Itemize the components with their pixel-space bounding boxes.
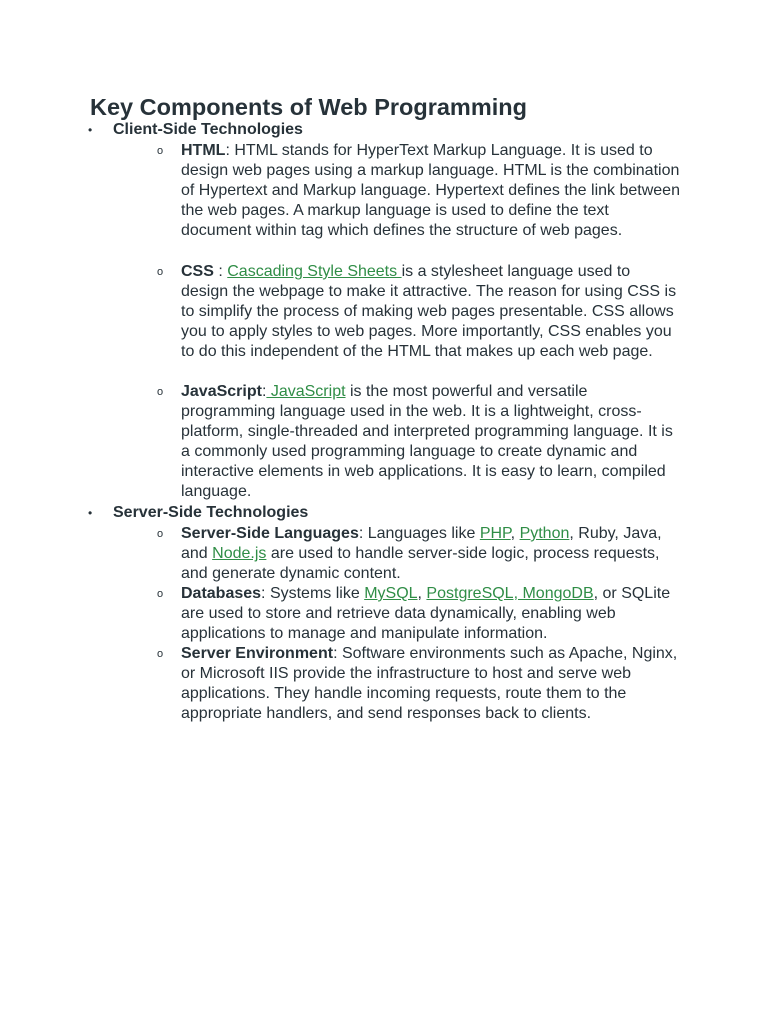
sub-bullet-marker: o xyxy=(157,588,164,600)
item-text xyxy=(181,382,681,503)
link-postgresql-mongodb[interactable]: PostgreSQL, MongoDB xyxy=(426,585,594,602)
bullet-marker: • xyxy=(88,506,93,520)
item-body: : Software environments such as Apache, Nginx, or Microsoft IIS provide the infrastructure to host and serve web applications. They handle incoming requests, route them to the appropriate handlers, and send responses back to clients. xyxy=(181,645,678,723)
item-text xyxy=(181,262,681,362)
item-body: , xyxy=(510,525,520,542)
item-body: , Ruby, Java, and xyxy=(181,525,662,563)
item-body: : Languages like xyxy=(358,525,480,542)
link-css[interactable]: Cascading Style Sheets xyxy=(227,263,402,280)
item-body: , xyxy=(417,585,427,602)
item-text xyxy=(181,524,681,584)
page-title: Key Components of Web Programming xyxy=(90,94,527,120)
section-heading: Server-Side Technologies xyxy=(113,504,309,521)
item-body: is a stylesheet language used to design the webpage to make it attractive. The reason for using CSS is to simplify the process of making web pages presentable. CSS allows you to apply styles to web pages. More importantly, CSS enables you to do this independent of the HTML that makes up each web page. xyxy=(181,263,677,361)
link-javascript[interactable]: JavaScript xyxy=(266,383,346,400)
item-body: are used to handle server-side logic, process requests, and generate dynamic content. xyxy=(181,545,660,583)
item-body: is the most powerful and versatile programming language used in the web. It is a lightweight, cross-platform, single-threaded and interpreted programming language. It is a commonly used programming language to create dynamic and interactive elements in web applications. It is easy to learn, compiled language. xyxy=(181,383,673,501)
item-term: Databases xyxy=(181,585,262,602)
link-python[interactable]: Python xyxy=(519,525,570,542)
item-text xyxy=(181,644,681,724)
link-mysql[interactable]: MySQL xyxy=(364,585,418,602)
sub-bullet-marker: o xyxy=(157,528,164,540)
item-term: HTML xyxy=(181,142,226,159)
item-term: Server-Side Languages xyxy=(181,525,359,542)
item-term: CSS xyxy=(181,263,214,280)
sub-bullet-marker: o xyxy=(157,266,164,278)
sub-bullet-marker: o xyxy=(157,386,164,398)
item-body: : HTML stands for HyperText Markup Language. It is used to design web pages using a markup language. HTML is the combination of Hypertext and Markup language. Hypertext defines the link between the web pages. A markup language is used to define the text document within tag which defines the structure of web pages. xyxy=(181,142,680,240)
section-heading: Client-Side Technologies xyxy=(113,121,303,138)
link-nodejs[interactable]: Node.js xyxy=(212,545,267,563)
sub-bullet-marker: o xyxy=(157,648,164,660)
item-term: Server Environment xyxy=(181,645,334,662)
item-body: : xyxy=(261,383,267,400)
bullet-marker: • xyxy=(88,123,93,137)
item-body: : Systems like xyxy=(261,585,365,602)
item-body: , or SQLite are used to store and retrieve data dynamically, enabling web applications to manage and manipulate information. xyxy=(181,585,671,643)
sub-bullet-marker: o xyxy=(157,145,164,157)
item-term: JavaScript xyxy=(181,383,262,400)
item-text xyxy=(181,141,681,241)
item-body: : xyxy=(213,263,228,280)
link-php[interactable]: PHP xyxy=(479,525,511,542)
item-text xyxy=(181,584,681,644)
